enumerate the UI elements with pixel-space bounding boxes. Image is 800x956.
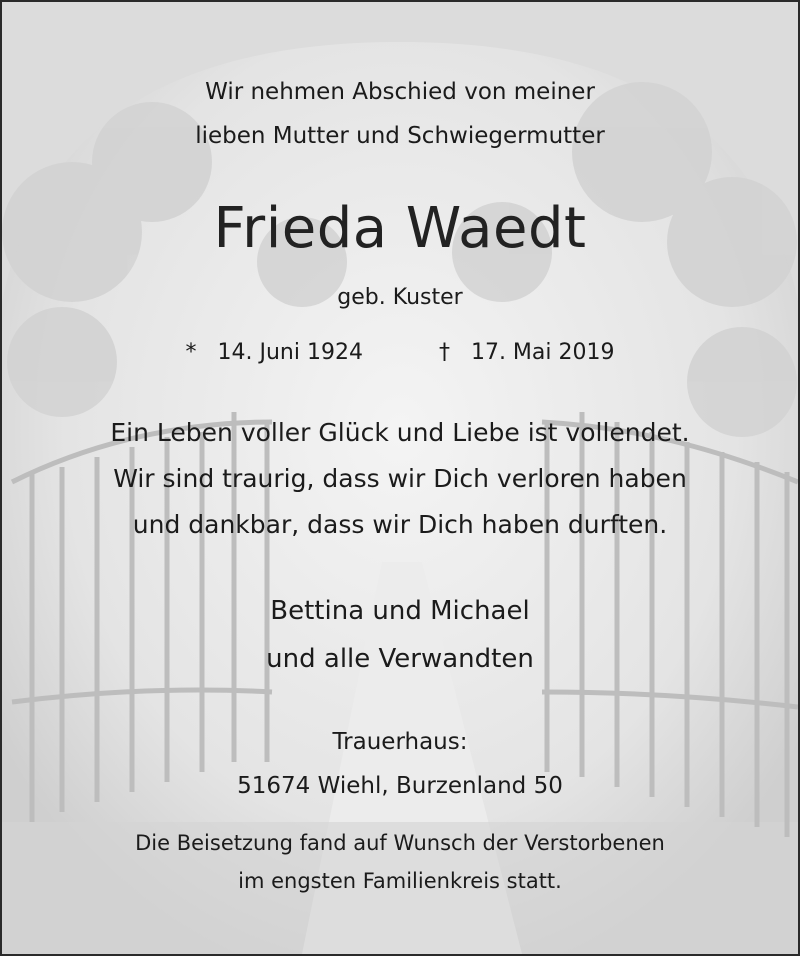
mourners-line: Bettina und Michael [270,596,530,626]
mourning-house [2,720,798,808]
poem [2,410,798,548]
mourners [2,587,798,683]
birth-date: 14. Juni 1924 [217,340,363,365]
intro-line: Wir nehmen Abschied von meiner [205,79,595,105]
burial-line: im engsten Familienkreis statt. [238,869,562,893]
house-label: Trauerhaus: [332,729,468,755]
mourners-line: und alle Verwandten [266,644,534,674]
deceased-name: Frieda Waedt [213,196,587,261]
birth-symbol: * [185,340,197,365]
intro-text [2,70,798,158]
poem-line: und dankbar, dass wir Dich haben durften. [132,510,668,539]
poem-line: Wir sind traurig, dass wir Dich verloren haben [113,464,687,493]
burial-note [2,824,798,900]
house-address: 51674 Wiehl, Burzenland 50 [237,773,563,799]
death-date: 17. Mai 2019 [470,340,615,365]
life-dates [2,338,798,368]
intro-line: lieben Mutter und Schwiegermutter [195,123,605,149]
poem-line: Ein Leben voller Glück und Liebe ist vollendet. [110,418,690,447]
maiden-name: geb. Kuster [337,285,463,310]
burial-line: Die Beisetzung fand auf Wunsch der Verstorbenen [135,831,665,855]
death-symbol: † [438,340,450,365]
